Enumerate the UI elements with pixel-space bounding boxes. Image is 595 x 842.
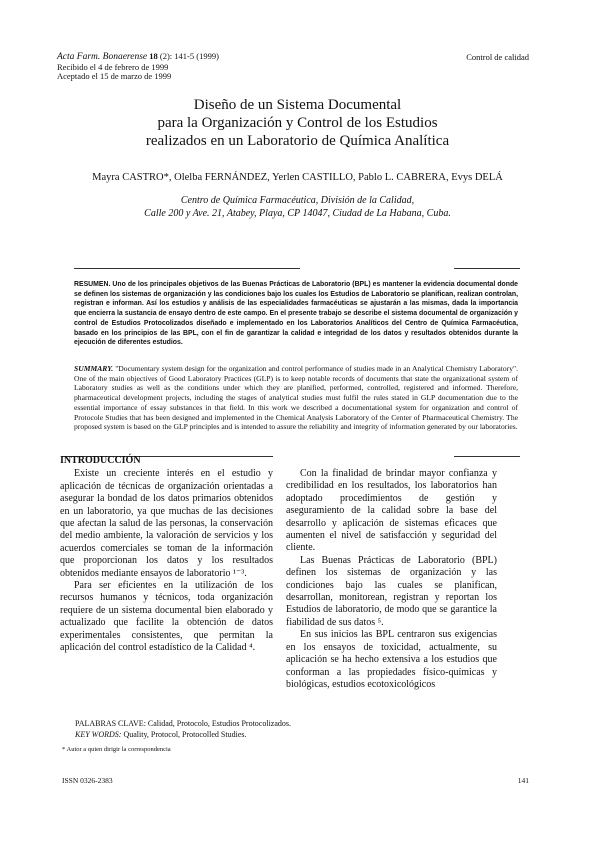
keywords-english <box>75 729 505 740</box>
section-heading-introduccion: INTRODUCCIÓN <box>60 455 141 466</box>
authors: Mayra CASTRO*, Olelba FERNÁNDEZ, Yerlen CASTILLO, Pablo L. CABRERA, Evys DELÁ <box>92 172 503 183</box>
journal-volume: 18 <box>149 51 158 61</box>
citation-line <box>57 52 219 63</box>
paragraph: En sus inicios las BPL centraron sus exigencias en los ensayos de toxicidad, actualmente, su aplicación se ha hecho extensiva a los estudios que conforman a las propiedades físico-químicas y biológicas, estudios ecotoxicológicos <box>286 629 497 690</box>
title-line-2: para la Organización y Control de los Estudios <box>157 115 438 131</box>
summary <box>74 364 518 432</box>
accepted-date: Aceptado el 15 de marzo de 1999 <box>57 71 172 81</box>
journal-name: Acta Farm. Bonaerense <box>57 52 148 62</box>
body-column-left <box>60 455 273 655</box>
paragraph: Las Buenas Prácticas de Laboratorio (BPL) definen los sistemas de organización y las condiciones bajo las cuales se planifican, desarrollan, monitorean, registran y reportan los Estudios de laboratorio, de modo que se garantice la fiabilidad de sus datos ⁵. <box>286 554 497 628</box>
summary-text: "Documentary system design for the organization and control performance of studies made in an Analytical Chemistry Laboratory". One of the main objectives of Good Laboratory Practices (GLP) is to keep notable records of documents that state the organizational system of Laboratory studies as well as the conditions under which they are planified, performed, controlled, registered and informed. Therefore, pharmaceutical development projects, including the stages of analytical studies must fulfil the rules stated in GLP documentation due to the essential importance of essay substances in that field. In this work we described a documentational system for organization and control of Protocole Studies that has been designed and implemented in the Chemical Analysis Laboratory of the Center of Pharmaceutical Chemistry. The proposed system is based on the GLP principles and is intended to assure the reliability and integrity of information generated by our laboratories. <box>74 364 518 432</box>
received-date: Recibido el 4 de febrero de 1999 <box>57 61 169 72</box>
affiliation-line-2: Calle 200 y Ave. 21, Atabey, Playa, CP 14047, Ciudad de La Habana, Cuba. <box>144 208 451 219</box>
body-column-right <box>286 468 497 691</box>
summary-label: SUMMARY. <box>74 364 114 373</box>
keywords-spanish <box>75 718 505 729</box>
paragraph: Para ser eficientes en la utilización de los recursos humanos y técnicos, toda organización requiere de un sistema documental bien elaborado y actualizado que facilite la obtención de datos experimentales consistentes, que permitan la aplicación del control estadístico de la Calidad ⁴. <box>60 580 273 654</box>
paper-title <box>0 96 595 150</box>
journal-header <box>57 52 219 82</box>
page-number: 141 <box>517 776 529 785</box>
journal-issue-pages: (2): 141-5 (1999) <box>159 51 219 61</box>
keywords-es-text: Calidad, Protocolo, Estudios Protocolizados. <box>147 719 292 728</box>
footnote: * Autor a quien dirigir la correspondencia <box>62 746 171 753</box>
body-rule-right <box>454 456 520 457</box>
keywords-en-text: Quality, Protocol, Protocolled Studies. <box>123 730 247 739</box>
keywords <box>75 718 505 740</box>
title-line-1: Diseño de un Sistema Documental <box>193 97 402 113</box>
keywords-en-label: KEY WORDS: <box>75 730 122 739</box>
keywords-es-label: PALABRAS CLAVE: <box>75 719 146 728</box>
title-line-3: realizados en un Laboratorio de Química Analítica <box>145 133 450 149</box>
abstract-rule-right <box>454 268 520 269</box>
paragraph: Existe un creciente interés en el estudio y aplicación de técnicas de organización orientadas a asegurar la bondad de los datos primarios obtenidos en un laboratorio, ya que muchas de las decisiones que afectan la salud de las personas, la conservación del medio ambiente, la valoración de servicios y los acuerdos comerciales se toman de la información que proporcionan los datos y los resultados obtenidos mediante ensayos de laboratorio ¹⁻³. <box>60 468 273 579</box>
resumen-label: RESUMEN. <box>74 281 111 288</box>
affiliation-line-1: Centro de Química Farmacéutica, División de la Calidad, <box>180 195 415 206</box>
section-label: Control de calidad <box>466 52 529 62</box>
affiliation <box>0 194 595 220</box>
resumen-text: Uno de los principales objetivos de las Buenas Prácticas de Laboratorio (BPL) es mantener la evidencia documental donde se definen los sistemas de organización y las condiciones bajo los cuales los Estudios de Laboratorio se planifican, realizan controlan, registran e informan. Así los estudios y análisis de las especialidades farmacéuticas se ajustarán a las mismas, dada la importancia que encierra la sustancia de ensayo dentro de este campo. En el presente trabajo se describe el sistema documental de organización y control de Estudios Protocolizados diseñado e implementado en los Laboratorios Analíticos del Centro de Química Farmacéutica, basado en los principios de las BPL, con el fin de garantizar la calidad e integridad de los datos y resultados obtenidos durante la ejecución de diferentes estudios. <box>74 281 519 347</box>
issn: ISSN 0326-2383 <box>62 776 113 785</box>
resumen <box>74 280 518 348</box>
abstract-rule-left <box>74 268 300 269</box>
paragraph: Con la finalidad de brindar mayor confianza y credibilidad en los resultados, los laboratorios han adoptado procedimientos de gestión y aseguramiento de la calidad sobre la base del desarrollo y aplicación de sistemas eficaces que aumenten el nivel de satisfacción y seguridad del cliente. <box>286 468 497 554</box>
